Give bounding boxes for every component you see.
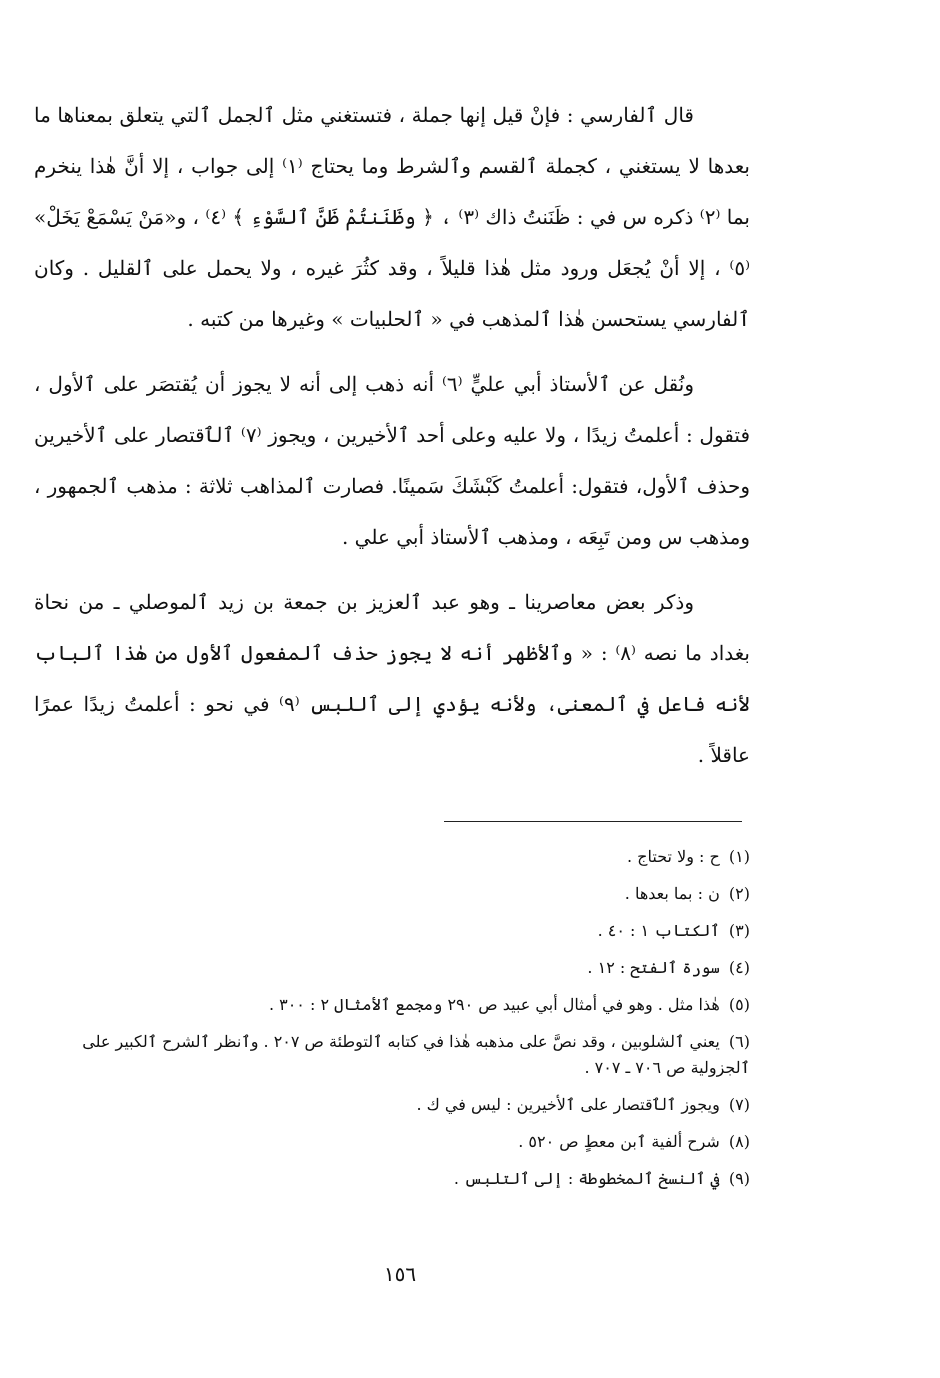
paragraph-3: وذكر بعض معاصرينا ـ وهو عبد ٱلعزيز بن جمعة بن زيد ٱلموصلي ـ من نحاة بغداد ما نصه ⁽٨⁾ : « وٱلأظهر أنه لا يجوز حذف ٱلمفعول ٱلأول من هٰذا ٱلباب لأنه فاعل في ٱلمعنى، ولأنه يؤدي إلى ٱللبس ⁽٩⁾ في نحو : أعلمتُ زيدًا عمرًا عاقلاً . — [34, 590, 751, 767]
paragraph-1: قال ٱلفارسي : فإنْ قيل إنها جملة ، فتستغني مثل ٱلجمل ٱلتي يتعلق بمعناها ما بعدها لا يستغني ، كجملة ٱلقسم وٱلشرط وما يحتاج ⁽١⁾ إلى جواب ، إلا أنَّ هٰذا ينخرم بما ⁽٢⁾ ذكره س في : ظَنَنتُ ذاك ⁽٣⁾ ، ﴿ وظَنَنتُمْ ظَنَّ ٱلسَّوْءِ ﴾ ⁽٤⁾ ، و«مَنْ يَسْمَعْ يَخَلْ» ⁽٥⁾ ، إلا أنْ يُجعَل ورود مثل هٰذا قليلاً ، وقد كثُرَ غيره ، ولا يحمل على ٱلقليل . وكان ٱلفارسي يستحسن هٰذا ٱلمذهب في « ٱلحلبيات » وغيرها من كتبه . — [34, 103, 751, 331]
footnote-text: يعني ٱلشلوبين ، وقد نصَّ على مذهبه هٰذا في كتابه ٱلتوطئة ص ٢٠٧ . وٱنظر ٱلشرح ٱلكبير على ٱلجزولية ص ٧٠٦ ـ ٧٠٧ . — [82, 1032, 750, 1077]
footnote-number: (٣) — [728, 921, 750, 940]
footnotes-list — [34, 844, 750, 1203]
footnote-text: ٱلكتاب ١ : ٤٠ . — [597, 921, 720, 940]
footnote-4 — [34, 955, 750, 981]
footnote-text: ن : بما بعدها . — [624, 884, 720, 903]
footnote-5 — [34, 992, 750, 1018]
footnote-number: (١) — [728, 847, 750, 866]
footnote-text: شرح ألفية ٱبن معطٍ ص ٥٢٠ . — [518, 1132, 720, 1151]
footnote-number: (٥) — [728, 995, 750, 1014]
footnote-9 — [34, 1166, 750, 1192]
footnote-number: (٤) — [728, 958, 750, 977]
footnote-number: (٩) — [728, 1169, 750, 1188]
footnote-text: ح : ولا تحتاج . — [627, 847, 720, 866]
paragraph-2: ونُقل عن ٱلأستاذ أبي عليٍّ ⁽٦⁾ أنه ذهب إلى أنه لا يجوز أن يُقتصَر على ٱلأول ، فتقول : أعلمتُ زيدًا ، ولا عليه وعلى أحد ٱلأخيرين ، ويجوز ⁽٧⁾ ٱلٱقتصار على ٱلأخيرين وحذف ٱلأول، فتقول: أعلمتُ كَبْشَكَ سَمينًا. فصارت ٱلمذاهب ثلاثة : مذهب ٱلجمهور ، ومذهب س ومن تَبِعَه ، ومذهب ٱلأستاذ أبي علي . — [34, 372, 751, 549]
footnote-number: (٧) — [728, 1095, 750, 1114]
footnote-divider — [444, 821, 742, 822]
footnote-number: (٢) — [728, 884, 750, 903]
footnote-6 — [34, 1029, 750, 1081]
footnote-2 — [34, 881, 750, 907]
footnote-7 — [34, 1092, 750, 1118]
page-number: ١٥٦ — [383, 1262, 417, 1286]
footnote-1 — [34, 844, 750, 870]
footnote-8 — [34, 1129, 750, 1155]
footnote-text: ويجوز ٱلٱقتصار على ٱلأخيرين : ليس في ك . — [416, 1095, 720, 1114]
footnote-text: هٰذا مثل . وهو في أمثال أبي عبيد ص ٢٩٠ ومجمع ٱلأمثال ٢ : ٣٠٠ . — [268, 995, 720, 1014]
footnote-text: في ٱلنسخ ٱلمخطوطة : إلى ٱلتلبس . — [453, 1169, 720, 1188]
footnote-number: (٨) — [728, 1132, 750, 1151]
main-text-body — [34, 90, 750, 781]
footnote-text: سورة ٱلفتح : ١٢ . — [587, 958, 720, 977]
footnote-3 — [34, 918, 750, 944]
footnote-number: (٦) — [728, 1032, 750, 1051]
